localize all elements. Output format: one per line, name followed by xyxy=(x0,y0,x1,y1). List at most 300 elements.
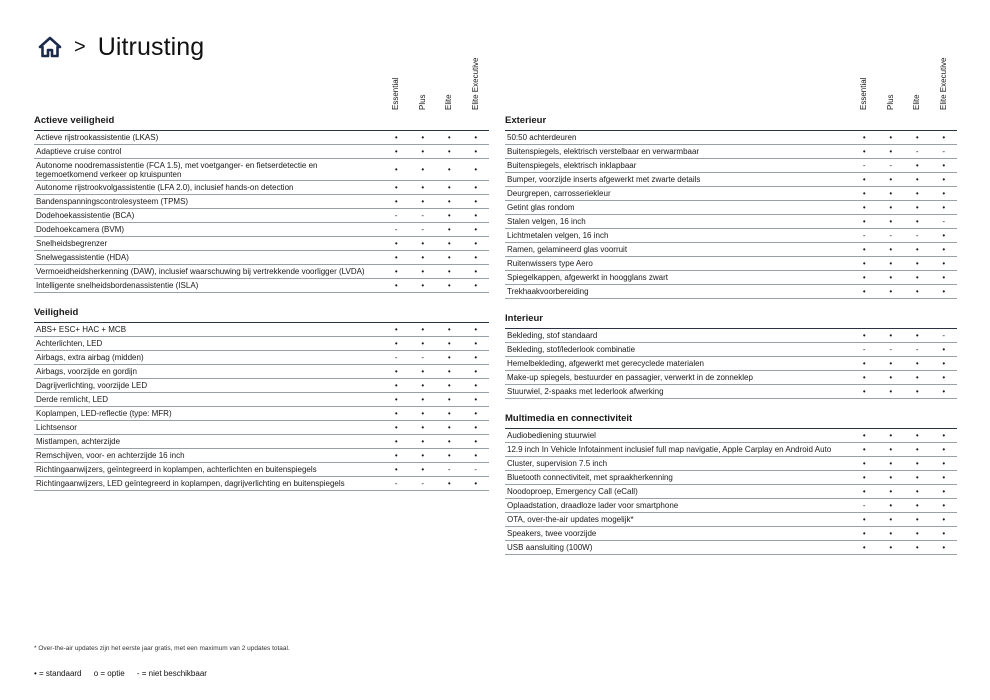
availability-cell: • xyxy=(915,501,919,510)
availability-cell: • xyxy=(862,373,866,382)
availability-cell: - xyxy=(889,161,893,170)
availability-cell: • xyxy=(474,437,478,446)
availability-cell: • xyxy=(862,543,866,552)
availability-cell: • xyxy=(394,465,398,474)
availability-cell: • xyxy=(447,409,451,418)
table-row xyxy=(505,385,957,399)
table-row xyxy=(34,265,489,279)
table-row xyxy=(34,379,489,393)
table-row xyxy=(34,337,489,351)
table-row xyxy=(505,145,957,159)
availability-cell: • xyxy=(862,445,866,454)
feature-label: Intelligente snelheidsbordenassistentie (ISLA) xyxy=(36,281,199,290)
availability-cell: - xyxy=(862,161,866,170)
table-row xyxy=(34,251,489,265)
availability-cell: • xyxy=(942,529,946,538)
availability-cell: • xyxy=(915,373,919,382)
availability-cell: • xyxy=(421,451,425,460)
availability-cell: • xyxy=(942,133,946,142)
availability-cell: • xyxy=(474,225,478,234)
availability-cell: • xyxy=(394,147,398,156)
feature-label: Cluster, supervision 7.5 inch xyxy=(507,459,608,468)
section-title: Interieur xyxy=(505,313,544,324)
availability-cell: • xyxy=(421,165,425,174)
section-title: Multimedia en connectiviteit xyxy=(505,413,633,424)
availability-cell: • xyxy=(474,211,478,220)
availability-cell: • xyxy=(421,423,425,432)
availability-cell: • xyxy=(394,339,398,348)
breadcrumb-separator: > xyxy=(74,35,86,58)
availability-cell: - xyxy=(942,331,946,340)
availability-cell: • xyxy=(474,133,478,142)
availability-cell: • xyxy=(421,395,425,404)
table-row xyxy=(505,215,957,229)
availability-cell: • xyxy=(394,367,398,376)
legend xyxy=(34,669,217,678)
table-row xyxy=(34,463,489,477)
availability-cell: • xyxy=(942,175,946,184)
feature-label: Noodoproep, Emergency Call (eCall) xyxy=(507,487,638,496)
availability-cell: • xyxy=(474,183,478,192)
availability-cell: • xyxy=(889,217,893,226)
table-row xyxy=(34,351,489,365)
availability-cell: • xyxy=(942,501,946,510)
availability-cell: - xyxy=(889,231,893,240)
availability-cell: • xyxy=(474,197,478,206)
legend-standard: • = standaard xyxy=(34,669,82,678)
table-row xyxy=(505,257,957,271)
availability-cell: • xyxy=(474,147,478,156)
availability-cell: • xyxy=(421,197,425,206)
feature-label: Dodehoekcamera (BVM) xyxy=(36,225,125,234)
availability-cell: • xyxy=(889,359,893,368)
table-row xyxy=(34,159,489,181)
availability-cell: • xyxy=(942,359,946,368)
availability-cell: • xyxy=(942,273,946,282)
availability-cell: • xyxy=(447,325,451,334)
right-column xyxy=(505,52,957,555)
availability-cell: • xyxy=(889,147,893,156)
feature-label: Oplaadstation, draadloze lader voor smartphone xyxy=(507,501,679,510)
table-row xyxy=(34,145,489,159)
availability-cell: • xyxy=(889,331,893,340)
trim-header-left xyxy=(34,52,489,112)
availability-cell: • xyxy=(942,345,946,354)
availability-cell: - xyxy=(474,465,478,474)
availability-cell: • xyxy=(889,459,893,468)
feature-label: Hemelbekleding, afgewerkt met gerecyclede materialen xyxy=(507,359,704,368)
availability-cell: • xyxy=(394,239,398,248)
feature-label: Actieve rijstrookassistentie (LKAS) xyxy=(36,133,159,142)
availability-cell: • xyxy=(421,239,425,248)
availability-cell: • xyxy=(915,459,919,468)
availability-cell: • xyxy=(474,451,478,460)
feature-label: Getint glas rondom xyxy=(507,203,575,212)
availability-cell: - xyxy=(862,345,866,354)
availability-cell: • xyxy=(421,367,425,376)
feature-label: Richtingaanwijzers, geïntegreerd in koplampen, achterlichten en buitenspiegels xyxy=(36,465,317,474)
availability-cell: • xyxy=(915,543,919,552)
feature-label: Buitenspiegels, elektrisch verstelbaar en verwarmbaar xyxy=(507,147,700,156)
availability-cell: • xyxy=(421,381,425,390)
availability-cell: • xyxy=(915,273,919,282)
trim-label: Elite Executive xyxy=(938,57,948,110)
feature-label: 12.9 inch In Vehicle Infotainment inclusief full map navigatie, Apple Carplay en Android Auto xyxy=(507,445,832,454)
table-row xyxy=(505,285,957,299)
table-row xyxy=(34,181,489,195)
table-row xyxy=(505,229,957,243)
availability-cell: • xyxy=(942,231,946,240)
availability-cell: • xyxy=(915,259,919,268)
availability-cell: - xyxy=(862,231,866,240)
availability-cell: • xyxy=(915,133,919,142)
feature-label: Bluetooth connectiviteit, met spraakherkenning xyxy=(507,473,673,482)
table-row xyxy=(505,343,957,357)
availability-cell: • xyxy=(889,529,893,538)
legend-option: o = optie xyxy=(93,669,125,678)
table-row xyxy=(34,237,489,251)
feature-label: Make-up spiegels, bestuurder en passagier, verwerkt in de zonneklep xyxy=(507,373,753,382)
feature-label: Remschijven, voor- en achterzijde 16 inch xyxy=(36,451,185,460)
availability-cell: • xyxy=(447,367,451,376)
feature-label: Richtingaanwijzers, LED geïntegreerd in koplampen, dagrijverlichting en buitenspiegels xyxy=(36,479,345,488)
section-title: Veiligheid xyxy=(34,307,79,318)
table-row xyxy=(505,329,957,343)
availability-cell: - xyxy=(394,353,398,362)
availability-cell: • xyxy=(447,451,451,460)
feature-label: Lichtsensor xyxy=(36,423,77,432)
availability-cell: • xyxy=(447,353,451,362)
trim-header-right xyxy=(505,52,957,112)
table-row xyxy=(505,243,957,257)
table-row xyxy=(34,365,489,379)
feature-label: USB aansluiting (100W) xyxy=(507,543,593,552)
trim-label: Essential xyxy=(391,77,401,110)
availability-cell: • xyxy=(915,359,919,368)
availability-cell: • xyxy=(447,479,451,488)
table-row xyxy=(505,187,957,201)
availability-cell: • xyxy=(394,395,398,404)
availability-cell: • xyxy=(942,487,946,496)
feature-label: Bekleding, stof/lederlook combinatie xyxy=(507,345,636,354)
availability-cell: • xyxy=(474,339,478,348)
availability-cell: • xyxy=(447,423,451,432)
availability-cell: • xyxy=(447,253,451,262)
availability-cell: • xyxy=(942,459,946,468)
availability-cell: • xyxy=(447,165,451,174)
availability-cell: - xyxy=(447,465,451,474)
trim-label: Plus xyxy=(417,94,427,110)
availability-cell: • xyxy=(447,381,451,390)
availability-cell: • xyxy=(421,465,425,474)
table-row xyxy=(34,223,489,237)
availability-cell: • xyxy=(447,437,451,446)
availability-cell: - xyxy=(421,479,425,488)
feature-label: Koplampen, LED-reflectie (type: MFR) xyxy=(36,409,172,418)
availability-cell: • xyxy=(862,431,866,440)
feature-label: Lichtmetalen velgen, 16 inch xyxy=(507,231,609,240)
availability-cell: • xyxy=(862,259,866,268)
availability-cell: • xyxy=(862,273,866,282)
table-row xyxy=(505,429,957,443)
table-row xyxy=(505,513,957,527)
availability-cell: • xyxy=(889,287,893,296)
availability-cell: • xyxy=(915,217,919,226)
availability-cell: - xyxy=(915,147,919,156)
availability-cell: • xyxy=(421,133,425,142)
table-row xyxy=(505,527,957,541)
availability-cell: - xyxy=(889,345,893,354)
availability-cell: • xyxy=(474,325,478,334)
feature-label: Ruitenwissers type Aero xyxy=(507,259,593,268)
feature-label: Snelheidsbegrenzer xyxy=(36,239,108,248)
availability-cell: • xyxy=(889,431,893,440)
availability-cell: - xyxy=(421,211,425,220)
table-row xyxy=(34,393,489,407)
trim-label: Essential xyxy=(859,77,869,110)
availability-cell: • xyxy=(915,473,919,482)
availability-cell: • xyxy=(862,487,866,496)
availability-cell: • xyxy=(889,203,893,212)
availability-cell: • xyxy=(421,325,425,334)
availability-cell: • xyxy=(421,281,425,290)
availability-cell: • xyxy=(394,197,398,206)
availability-cell: • xyxy=(889,501,893,510)
trim-label: Elite Executive xyxy=(470,57,480,110)
availability-cell: • xyxy=(421,409,425,418)
feature-label: Trekhaakvoorbereiding xyxy=(507,287,589,296)
availability-cell: - xyxy=(394,211,398,220)
availability-cell: • xyxy=(421,183,425,192)
table-row xyxy=(34,279,489,293)
feature-label: Airbags, voorzijde en gordijn xyxy=(36,367,137,376)
availability-cell: • xyxy=(889,373,893,382)
availability-cell: • xyxy=(394,267,398,276)
availability-cell: • xyxy=(862,529,866,538)
availability-cell: • xyxy=(942,245,946,254)
availability-cell: • xyxy=(394,451,398,460)
availability-cell: • xyxy=(862,359,866,368)
availability-cell: • xyxy=(915,515,919,524)
availability-cell: • xyxy=(862,473,866,482)
trim-label: Elite xyxy=(444,94,454,110)
availability-cell: • xyxy=(862,203,866,212)
availability-cell: - xyxy=(421,225,425,234)
table-row xyxy=(505,173,957,187)
table-row xyxy=(34,407,489,421)
availability-cell: • xyxy=(942,287,946,296)
availability-cell: • xyxy=(862,287,866,296)
feature-label: Bumper, voorzijde inserts afgewerkt met zwarte details xyxy=(507,175,701,184)
availability-cell: • xyxy=(889,259,893,268)
legend-not-available: - = niet beschikbaar xyxy=(136,669,207,678)
feature-label: Bandenspanningscontrolesysteem (TPMS) xyxy=(36,197,189,206)
availability-cell: • xyxy=(394,281,398,290)
feature-label: ABS+ ESC+ HAC + MCB xyxy=(36,325,127,334)
availability-cell: • xyxy=(862,175,866,184)
availability-cell: - xyxy=(942,147,946,156)
availability-cell: • xyxy=(447,239,451,248)
table-row xyxy=(34,477,489,491)
availability-cell: • xyxy=(942,515,946,524)
table-row xyxy=(505,485,957,499)
availability-cell: • xyxy=(889,245,893,254)
availability-cell: • xyxy=(889,273,893,282)
table-row xyxy=(505,471,957,485)
availability-cell: • xyxy=(421,339,425,348)
availability-cell: • xyxy=(474,239,478,248)
table-row xyxy=(505,201,957,215)
availability-cell: • xyxy=(447,225,451,234)
availability-cell: - xyxy=(862,501,866,510)
availability-cell: • xyxy=(394,437,398,446)
availability-cell: • xyxy=(447,339,451,348)
availability-cell: • xyxy=(889,387,893,396)
availability-cell: • xyxy=(394,381,398,390)
availability-cell: • xyxy=(889,445,893,454)
availability-cell: • xyxy=(447,183,451,192)
availability-cell: • xyxy=(942,161,946,170)
feature-label: Dagrijverlichting, voorzijde LED xyxy=(36,381,148,390)
availability-cell: • xyxy=(394,325,398,334)
table-row xyxy=(34,209,489,223)
availability-cell: • xyxy=(889,189,893,198)
availability-cell: • xyxy=(394,409,398,418)
availability-cell: - xyxy=(942,217,946,226)
availability-cell: • xyxy=(915,387,919,396)
availability-cell: • xyxy=(862,515,866,524)
availability-cell: • xyxy=(394,423,398,432)
availability-cell: • xyxy=(915,529,919,538)
availability-cell: • xyxy=(915,287,919,296)
availability-cell: • xyxy=(889,175,893,184)
availability-cell: • xyxy=(862,331,866,340)
availability-cell: • xyxy=(889,515,893,524)
availability-cell: • xyxy=(889,543,893,552)
availability-cell: • xyxy=(942,189,946,198)
feature-label: 50:50 achterdeuren xyxy=(507,133,577,142)
feature-label: Vermoeidheidsherkenning (DAW), inclusief waarschuwing bij vertrekkende voorligger (LVDA) xyxy=(36,267,365,276)
trim-label: Elite xyxy=(912,94,922,110)
availability-cell: • xyxy=(862,189,866,198)
availability-cell: • xyxy=(942,373,946,382)
feature-label: Deurgrepen, carrosseriekleur xyxy=(507,189,611,198)
availability-cell: • xyxy=(942,473,946,482)
availability-cell: • xyxy=(915,189,919,198)
availability-cell: • xyxy=(447,281,451,290)
availability-cell: • xyxy=(942,543,946,552)
availability-cell: • xyxy=(862,133,866,142)
availability-cell: • xyxy=(915,487,919,496)
availability-cell: - xyxy=(915,231,919,240)
availability-cell: • xyxy=(915,175,919,184)
availability-cell: - xyxy=(394,225,398,234)
availability-cell: • xyxy=(421,437,425,446)
table-row xyxy=(505,499,957,513)
availability-cell: • xyxy=(447,395,451,404)
table-row xyxy=(34,195,489,209)
availability-cell: - xyxy=(394,479,398,488)
feature-label: Dodehoekassistentie (BCA) xyxy=(36,211,135,220)
availability-cell: • xyxy=(915,203,919,212)
feature-label: Spiegelkappen, afgewerkt in hoogglans zwart xyxy=(507,273,668,282)
table-row xyxy=(505,457,957,471)
table-row xyxy=(34,323,489,337)
availability-cell: • xyxy=(394,253,398,262)
availability-cell: • xyxy=(474,165,478,174)
availability-cell: • xyxy=(421,253,425,262)
availability-cell: • xyxy=(474,267,478,276)
left-column xyxy=(34,52,489,491)
availability-cell: • xyxy=(447,267,451,276)
feature-label: Stalen velgen, 16 inch xyxy=(507,217,586,226)
availability-cell: • xyxy=(862,217,866,226)
availability-cell: • xyxy=(474,367,478,376)
feature-label: Derde remlicht, LED xyxy=(36,395,109,404)
availability-cell: • xyxy=(915,161,919,170)
availability-cell: • xyxy=(915,431,919,440)
table-row xyxy=(34,131,489,145)
availability-cell: • xyxy=(474,479,478,488)
availability-cell: • xyxy=(474,423,478,432)
feature-label: Airbags, extra airbag (midden) xyxy=(36,353,144,362)
feature-label: Ramen, gelamineerd glas voorruit xyxy=(507,245,628,254)
availability-cell: • xyxy=(942,431,946,440)
availability-cell: • xyxy=(942,445,946,454)
table-row xyxy=(34,421,489,435)
availability-cell: • xyxy=(862,459,866,468)
availability-cell: • xyxy=(915,245,919,254)
availability-cell: • xyxy=(394,183,398,192)
availability-cell: • xyxy=(474,409,478,418)
availability-cell: • xyxy=(474,353,478,362)
availability-cell: • xyxy=(862,387,866,396)
availability-cell: • xyxy=(447,197,451,206)
section-title: Actieve veiligheid xyxy=(34,115,115,126)
trim-label: Plus xyxy=(885,94,895,110)
availability-cell: • xyxy=(942,259,946,268)
availability-cell: • xyxy=(474,281,478,290)
feature-label: Audiobediening stuurwiel xyxy=(507,431,596,440)
availability-cell: • xyxy=(862,245,866,254)
table-row xyxy=(505,271,957,285)
feature-label: Achterlichten, LED xyxy=(36,339,103,348)
table-row xyxy=(505,443,957,457)
feature-label: Autonome noodremassistentie (FCA 1.5), met voetganger- en fietserdetectie en tegemoetkomend verkeer op kruispunten xyxy=(36,160,318,179)
table-row xyxy=(505,541,957,555)
feature-label: Speakers, twee voorzijde xyxy=(507,529,597,538)
feature-label: OTA, over-the-air updates mogelijk* xyxy=(507,515,634,524)
table-row xyxy=(505,371,957,385)
feature-label: Buitenspiegels, elektrisch inklapbaar xyxy=(507,161,637,170)
availability-cell: • xyxy=(889,473,893,482)
feature-label: Mistlampen, achterzijde xyxy=(36,437,121,446)
availability-cell: • xyxy=(889,487,893,496)
availability-cell: • xyxy=(915,331,919,340)
feature-label: Snelwegassistentie (HDA) xyxy=(36,253,129,262)
availability-cell: • xyxy=(421,267,425,276)
availability-cell: • xyxy=(447,147,451,156)
page-title: Uitrusting xyxy=(97,32,205,61)
feature-label: Stuurwiel, 2-spaaks met lederlook afwerking xyxy=(507,387,664,396)
footnote: * Over-the-air updates zijn het eerste jaar gratis, met een maximum van 2 updates totaal. xyxy=(34,645,290,652)
availability-cell: • xyxy=(915,445,919,454)
feature-label: Bekleding, stof standaard xyxy=(507,331,598,340)
feature-label: Autonome rijstrookvolgassistentie (LFA 2.0), inclusief hands-on detection xyxy=(36,183,294,192)
table-row xyxy=(34,435,489,449)
table-row xyxy=(505,159,957,173)
availability-cell: • xyxy=(474,253,478,262)
